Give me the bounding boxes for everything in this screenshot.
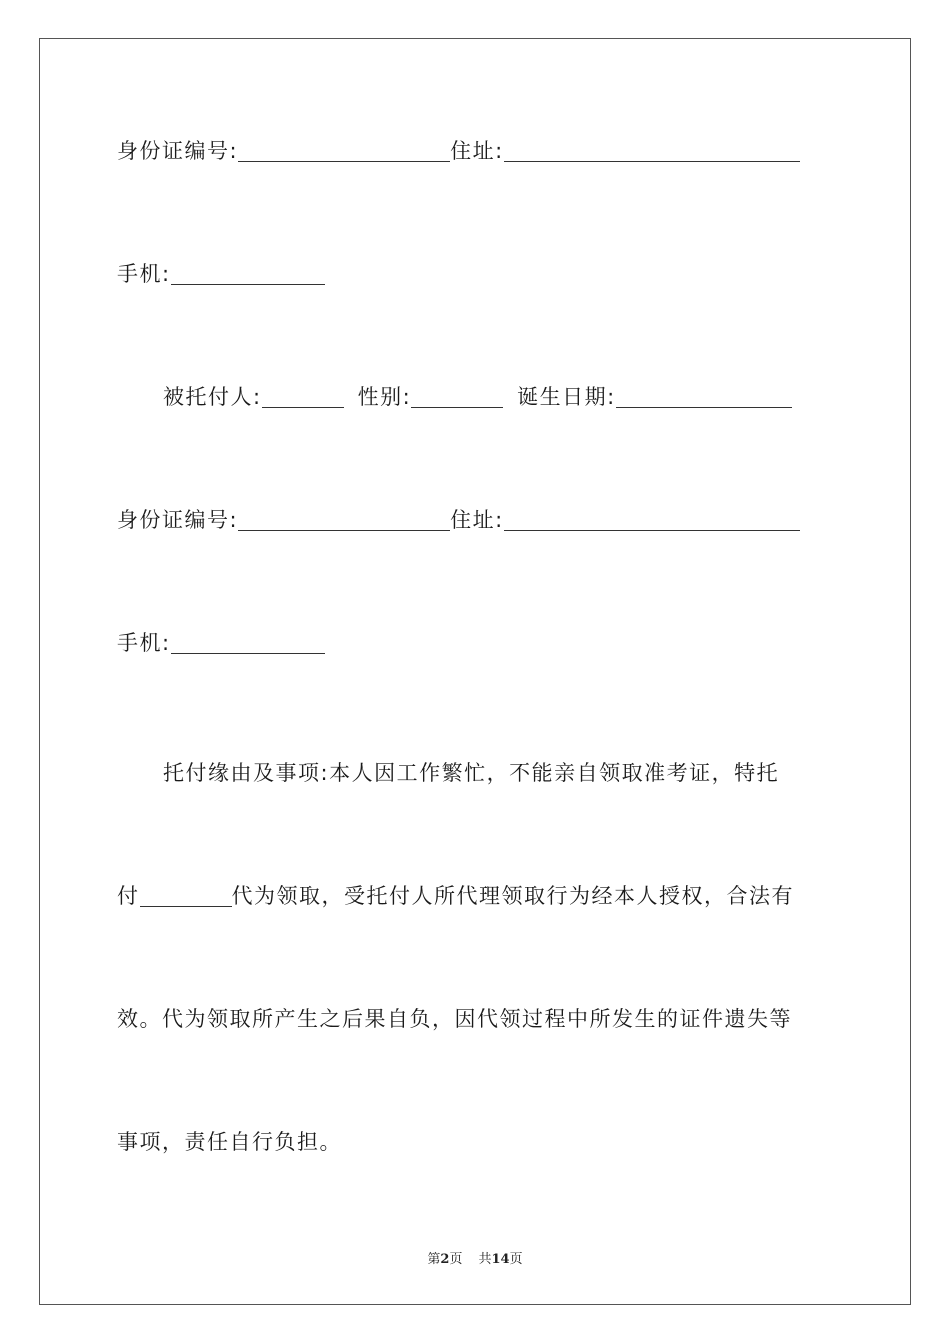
paragraph-line-2 <box>117 880 837 912</box>
total-unit: 页 <box>509 1252 523 1267</box>
principal-id-label: 身份证编号: <box>117 139 239 163</box>
paragraph-line-1 <box>163 757 883 789</box>
paragraph-line-4 <box>117 1126 837 1158</box>
principal-address-label: 住址: <box>450 139 504 163</box>
principal-address-field[interactable] <box>504 139 800 162</box>
paragraph-text: 付 <box>117 884 140 908</box>
agent-gender-label: 性别: <box>357 385 412 409</box>
agent-address-label: 住址: <box>450 508 504 532</box>
agent-info-row <box>163 381 883 413</box>
page-footer <box>0 1248 950 1267</box>
agent-id-field[interactable] <box>238 508 450 531</box>
agent-phone-label: 手机: <box>117 631 171 655</box>
agent-gender-field[interactable] <box>411 385 503 408</box>
principal-id-field[interactable] <box>238 139 450 162</box>
paragraph-text: 托付缘由及事项:本人因工作繁忙，不能亲自领取准考证，特托 <box>163 761 780 785</box>
agent-birth-field[interactable] <box>616 385 792 408</box>
paragraph-text: 事项，责任自行负担。 <box>117 1130 342 1154</box>
agent-name-label: 被托付人: <box>163 385 262 409</box>
principal-id-row <box>117 135 837 167</box>
agent-birth-label: 诞生日期: <box>517 385 616 409</box>
paragraph-text: 代为领取，受托付人所代理领取行为经本人授权，合法有 <box>231 884 794 908</box>
page-unit: 页 <box>449 1252 463 1267</box>
principal-phone-row <box>117 258 837 290</box>
agent-name-field[interactable] <box>262 385 344 408</box>
paragraph-line-3 <box>117 1003 837 1035</box>
page-frame <box>39 38 911 1305</box>
principal-phone-label: 手机: <box>117 262 171 286</box>
principal-phone-field[interactable] <box>171 262 325 285</box>
current-page-number: 2 <box>440 1252 450 1267</box>
proxy-name-field[interactable] <box>140 884 232 907</box>
agent-phone-field[interactable] <box>171 631 325 654</box>
agent-phone-row <box>117 627 837 659</box>
total-page-number: 14 <box>491 1252 510 1267</box>
paragraph-text: 效。代为领取所产生之后果自负，因代领过程中所发生的证件遗失等 <box>117 1007 792 1031</box>
page-prefix: 第 <box>427 1252 441 1267</box>
agent-id-row <box>117 504 837 536</box>
agent-id-label: 身份证编号: <box>117 508 239 532</box>
total-prefix: 共 <box>478 1252 492 1267</box>
agent-address-field[interactable] <box>504 508 800 531</box>
